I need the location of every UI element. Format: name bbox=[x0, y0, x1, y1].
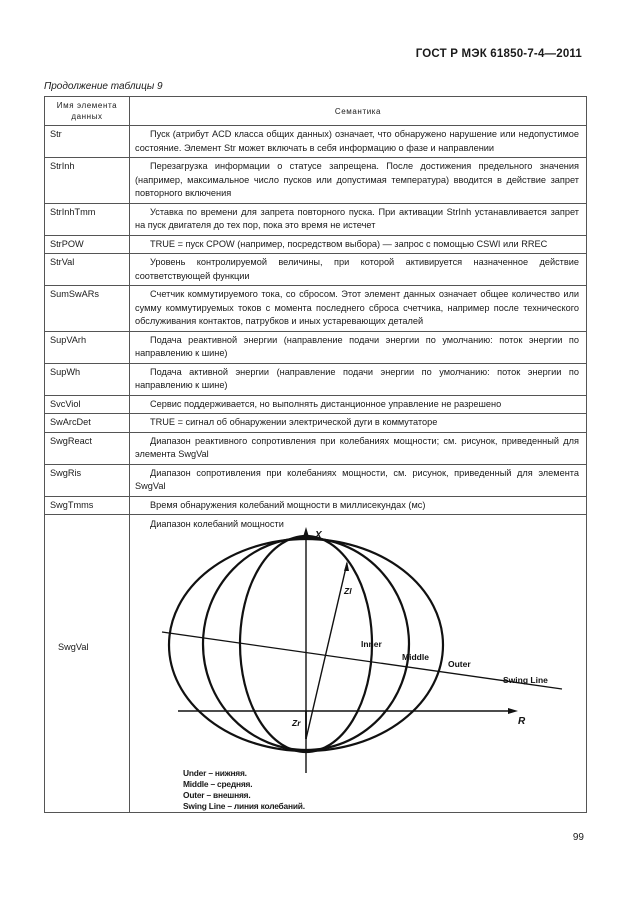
document-header: ГОСТ Р МЭК 61850-7-4—2011 bbox=[415, 48, 582, 60]
data-object-name: SupVArh bbox=[45, 331, 130, 363]
data-object-name: SwgReact bbox=[45, 432, 130, 464]
table-row bbox=[45, 235, 587, 254]
table-row bbox=[45, 158, 587, 204]
label-r: R bbox=[518, 716, 526, 727]
figure-caption: Диапазон колебаний мощности bbox=[150, 519, 284, 529]
data-object-semantics: Счетчик коммутируемого тока, со сбросом. Этот элемент данных означает общее количество или сумму коммутируемых токов с момента последнего сброса счетчика, например после технического обслуживания контактов, патрубков и иных устаревающих деталей bbox=[130, 286, 587, 332]
data-object-semantics: TRUE = пуск CPOW (например, посредством выбора) — запрос с помощью CSWI или RREC bbox=[130, 235, 587, 254]
table-row bbox=[45, 331, 587, 363]
page-number: 99 bbox=[572, 832, 584, 843]
legend-item: Swing Line – линия колебаний. bbox=[183, 801, 305, 811]
r-axis-arrow bbox=[508, 708, 518, 714]
table-row bbox=[45, 432, 587, 464]
table-row bbox=[45, 126, 587, 158]
table-row bbox=[45, 496, 587, 515]
data-object-semantics: Подача реактивной энергии (направление подачи энергии по умолчанию: поток энергии по направлению к шине) bbox=[130, 331, 587, 363]
data-object-semantics: Диапазон реактивного сопротивления при колебаниях мощности; см. рисунок, приведенный для элемента SwgVal bbox=[130, 432, 587, 464]
data-object-name: StrInh bbox=[45, 158, 130, 204]
data-object-semantics: Уровень контролируемой величины, при которой активируется назначенное действие соответствующей функции bbox=[130, 254, 587, 286]
column-header-name: Имя элемента данных bbox=[45, 97, 130, 126]
data-object-name: SwgTmms bbox=[45, 496, 130, 515]
table-row bbox=[45, 363, 587, 395]
data-object-name: Str bbox=[45, 126, 130, 158]
label-outer: Outer bbox=[448, 659, 471, 669]
label-swing-line: Swing Line bbox=[503, 675, 548, 685]
x-axis-arrow bbox=[303, 527, 309, 537]
data-object-name: SwArcDet bbox=[45, 414, 130, 433]
swgval-name-cell bbox=[45, 515, 130, 813]
table-row bbox=[45, 395, 587, 414]
label-zr: Zr bbox=[292, 718, 301, 728]
table-row bbox=[45, 464, 587, 496]
table-row bbox=[45, 254, 587, 286]
data-object-semantics: TRUE = сигнал об обнаружении электрической дуги в коммутаторе bbox=[130, 414, 587, 433]
data-object-semantics: Уставка по времени для запрета повторного пуска. При активации StrInh устанавливается запрет на пуск двигателя до тех пор, пока это время не истечет bbox=[130, 203, 587, 235]
label-middle: Middle bbox=[402, 652, 429, 662]
legend-item: Under – нижняя. bbox=[183, 768, 247, 778]
data-object-semantics: Сервис поддерживается, но выполнять дистанционное управление не разрешено bbox=[130, 395, 587, 414]
data-object-semantics: Пуск (атрибут ACD класса общих данных) означает, что обнаружено нарушение или недопустимое состояние. Элемент Str может включать в себя информацию о фазе и направлении bbox=[130, 126, 587, 158]
figure-legend bbox=[183, 768, 305, 812]
data-object-name: StrVal bbox=[45, 254, 130, 286]
table-continuation-caption: Продолжение таблицы 9 bbox=[44, 81, 163, 92]
legend-item: Middle – средняя. bbox=[183, 779, 253, 789]
data-object-name: StrPOW bbox=[45, 235, 130, 254]
label-zl: Zl bbox=[344, 586, 352, 596]
data-object-name: SwgRis bbox=[45, 464, 130, 496]
data-object-name: SumSwARs bbox=[45, 286, 130, 332]
table-row bbox=[45, 286, 587, 332]
data-table bbox=[44, 96, 587, 813]
column-header-semantics: Семантика bbox=[130, 97, 587, 126]
table-row bbox=[45, 414, 587, 433]
impedance-zl-line bbox=[306, 563, 347, 739]
table-row bbox=[45, 203, 587, 235]
label-inner: Inner bbox=[361, 639, 382, 649]
data-object-name: SvcViol bbox=[45, 395, 130, 414]
data-object-semantics: Перезагрузка информации о статусе запрещена. После достижения предельного значения (например, максимальное число пусков или допустимая температура) вводится в действие запрет повторного включения bbox=[130, 158, 587, 204]
swgval-name: SwgVal bbox=[58, 642, 89, 652]
data-object-semantics: Подача активной энергии (направление подачи энергии по умолчанию: поток энергии по направлению к шине) bbox=[130, 363, 587, 395]
label-x: X bbox=[315, 530, 322, 541]
table-row-swgval bbox=[45, 515, 587, 813]
legend-item: Outer – внешняя. bbox=[183, 790, 251, 800]
data-object-name: StrInhTmm bbox=[45, 203, 130, 235]
data-object-name: SupWh bbox=[45, 363, 130, 395]
data-object-semantics: Диапазон сопротивления при колебаниях мощности, см. рисунок, приведенный для элемента SwgVal bbox=[130, 464, 587, 496]
data-object-semantics: Время обнаружения колебаний мощности в миллисекундах (мс) bbox=[130, 496, 587, 515]
table-header-row bbox=[45, 97, 587, 126]
swgval-figure-cell bbox=[130, 515, 587, 813]
